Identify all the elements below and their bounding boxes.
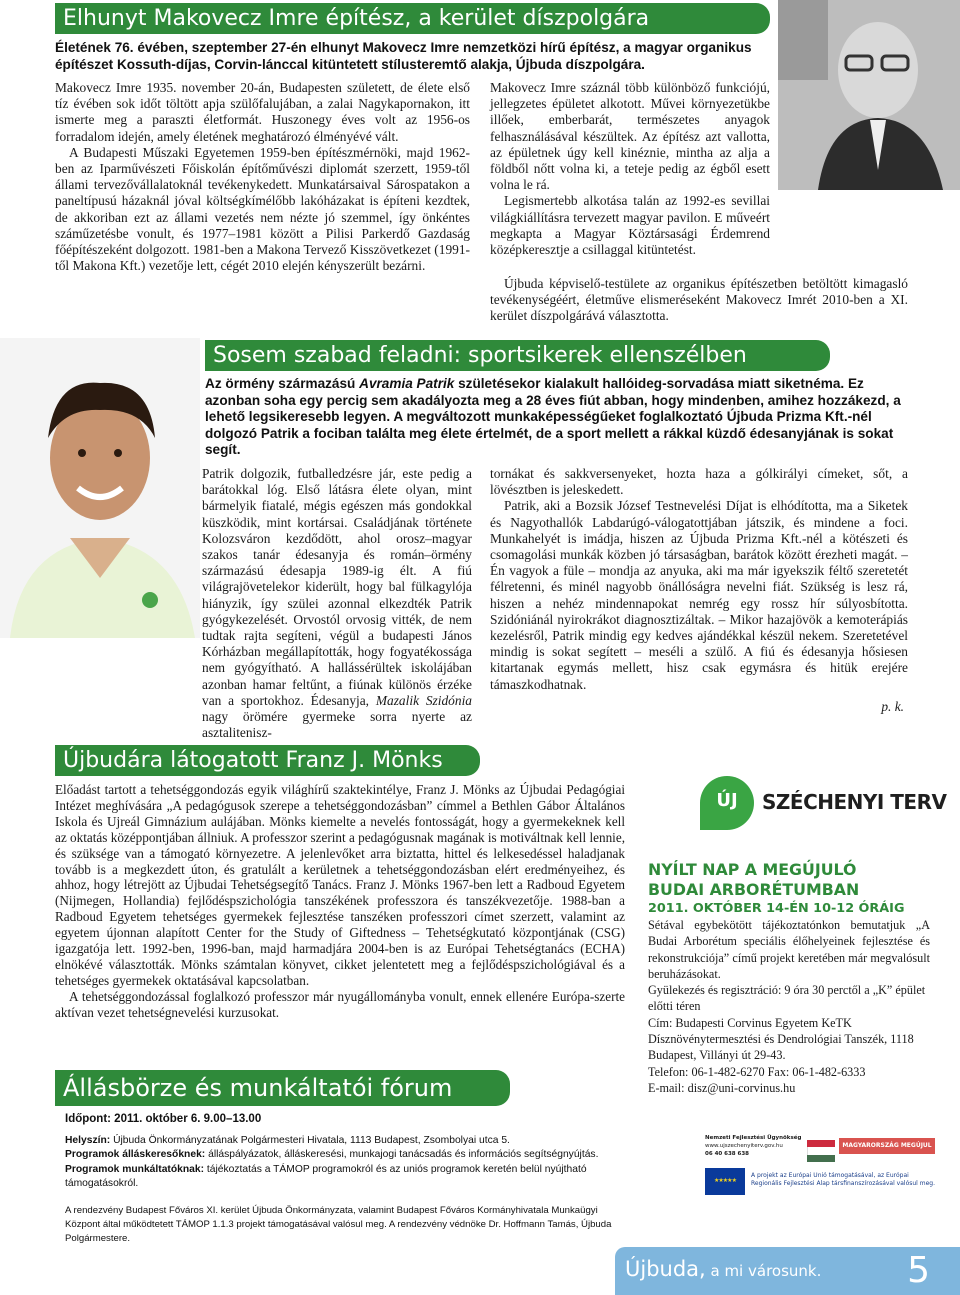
sport-paragraph <box>202 466 472 741</box>
nfu-url: www.ujszechenyiterv.gov.hu <box>705 1143 783 1149</box>
lead-sport-text: születésekor kialakult hallóideg-sorvadása miatt siketnéma. Ez azonban soha egy percig sem akadályozta meg a 28 éves fiút abban, hogy mindenben, amihez hozzákezd, a lehető legsikeresebb legyen. A megváltozott munkaképességűeket foglalkoztató Újbuda Prizma Kft.-nél dolgozó Patrik a fociban találta meg élete értelmét, de a sport mellett a rákkal küzdő édesanyjának is sokat segít. <box>205 376 901 457</box>
headline-bar-sport <box>205 340 830 371</box>
headline-bar-jobfair <box>55 1070 510 1106</box>
monks-paragraph: A tehetséggondozással foglalkozó professzor már nyugállományba vonult, ennek ellenére Európa-szerte aktívan vezet tehetségnevelési kurzusokat. <box>55 988 625 1020</box>
obituary-paragraph: Legismertebb alkotása talán az 1992-es sevillai világkiállításra tervezett magyar pavilon. E műveért megkapta a Magyar Köztársasági Érdemrend középkeresztje a csillaggal kitüntetést. <box>490 193 770 258</box>
sport-paragraph: tornákat és sakkversenyeket, hozta haza a gólkirályi címeket, sőt, a lövésztben is jeleskedett. <box>490 466 908 498</box>
photo-makovecz <box>778 0 960 190</box>
sport-column-2 <box>490 466 908 715</box>
arboretum-paragraph: Cím: Budapesti Corvinus Egyetem KeTK Dísznövénytermesztési és Dendrológiai Tanszék, 1118 Budapest, Villányi út 29-43. <box>648 1015 914 1063</box>
obituary-column-2 <box>490 80 770 258</box>
jobfair-place <box>65 1134 625 1149</box>
obituary-paragraph: A Budapesti Műszaki Egyetemen 1959-ben építészmérnöki, majd 1962-ben az Iparművészeti Főiskolán építőművészi diplomát szerzett, 1959-től állami tervezővállalatoknál tevékenykedett. Munkatársaival Sárospatakon a paneltípusú házaknál jóval költségkímélőbb lakóházakat is építeni kezdtek, de akkoriban ezt az állami vezetés nem nézte jó szemmel, így önkéntes száműzetésbe vonult, és 1977–1981 között a Pilisi Parkerdő Gazdaság főépítészeként dolgozott. 1981-ben a Makona Tervező Kisszövetkezet (1991-től Makona Kft.) vezetője lett, cégét 2010 elején kényszerült bezárni. <box>55 144 470 274</box>
szechenyi-logo-text: SZÉCHENYI TERV <box>762 790 947 814</box>
headline-obituary: Elhunyt Makovecz Imre építész, a kerület díszpolgára <box>63 6 650 31</box>
arboretum-phone: Telefon: 06-1-482-6270 Fax: 06-1-482-6333 <box>648 1064 866 1079</box>
jobfair-seekers <box>65 1148 625 1163</box>
eu-flag-icon: ★★★★★ <box>705 1168 745 1195</box>
nfu-phone: 06 40 638 638 <box>705 1151 750 1157</box>
jobfair-details <box>65 1112 625 1246</box>
hu-badge: MAGYARORSZÁG MEGÚJUL <box>839 1138 935 1154</box>
obituary-paragraph: Makovecz Imre 1935. november 20-án, Budapesten született, de élete első tíz évében sok időt töltött apja szülőfalujában, a zalai Nagykapornakon, itt ismerte meg a paraszti életformát. Huszonegy éves volt az 1956-os forradalom idején, amely életének meghatározó élményévé vált. <box>55 80 470 144</box>
nfu-logo-block <box>705 1134 940 1164</box>
headline-monks: Újbudára látogatott Franz J. Mönks <box>63 748 443 773</box>
lead-sport <box>205 376 910 459</box>
sport-paragraph: Patrik, aki a Bozsik József Testnevelési Díjat is elhódította, ma a Siketek és Nagyothallók Labdarúgó-válogatottjában játszik, és mindene a foci. Munkahelyét is imádja, hiszen az Újbuda Prizma Kft.-nél a kötészeti és csomagolási munkák közben jó társaságban, barátok között érezheti magát. – Én vagyok a füle – mondja az anyuka, aki ma már igyekszik féltő szeretetét félretenni, és minél nagyobb önállóságra nevelni fiát. Szükség is lesz rá, hiszen a nehéz mindennapokat nemrég egy rossz hír súlyosbította. Szidóniánál nyirokrákot diagnosztizáltak. – Mikor hazajövök a kemoterápiás kezelésről, Patrik mindig egy kedves ajándékkal készül nekem. Szeretetével mindig is sokat segített – meséli a szülő. A fiú és édesanyja hősiesen kitartanak egymás mellett, hisz csak egymásra és hitük erejére támaszkodhatnak. <box>490 498 908 692</box>
eu-block <box>705 1168 940 1198</box>
page-number: 5 <box>907 1250 930 1291</box>
arboretum-paragraph: Sétával egybekötött tájékoztatónkon bemutatjuk „A Budai Arborétum speciális élőhelyeinek fejlesztése és rekonstrukciója” című projekt keretében már megvalósult beruházásokat. <box>648 918 930 981</box>
jobfair-employers-label: Programok munkáltatóknak: <box>65 1163 205 1175</box>
monks-paragraph: Előadást tartott a tehetséggondozás egyik világhírű szaktekintélye, Franz J. Mönks az Újbudai Pedagógiai Intézet meghívására „A pedagógusok szerepe a tehetséggondozásban” címmel a Bethlen Gábor Általános Iskola és Ujreál Gimnázium aulájában. Mönks kiemelte a nevelés fontosságát, hogy a gyermekeknek kell az oktatás középpontjában állniuk. A professzor szerint a pedagógusnak magának is motiváltnak kell lennie, és szüksége van a támogató környezetre. A jelenlevőket arra biztatta, hittel és lelkesedéssel haladjanak tovább is a megkezdett úton, és gratulált a kerületnek a tehetséggondozásban elért eredményeihez, és ahhoz, hogy létrejött az Újbudai Tehetségsegítő Tanács. Franz J. Mönks 1967-ben lett a Radboud Egyetem (Nijmegen, Hollandia) fejlődéspszichológia tanszékének professzora és tanszékvezetője. 1988-ban a Radboud Egyetem tehetséges gyermekek fejlesztése tanszéken professzori címet szerzett, valamint az egyetem újonnan alapított Center for the Study of Giftedness – Tehetségkutató központjának (CSG) igazgatója lett. 1992-ben, 1996-ban, majd harmadjára 2004-ben is az Európai Tehetségtanács (ECHA) elnökévé választották. Mönks számtalan könyvet, cikket jelentetett meg a fejlődéspszichológiával és a tehetséges gyermekek oktatásával kapcsolatban. <box>55 782 625 988</box>
arboretum-paragraph: Gyülekezés és regisztráció: 9 óra 30 perctől a „K” épület előtti téren <box>648 983 926 1014</box>
sport-signature: p. k. <box>881 698 904 714</box>
sport-column-1-top <box>202 466 472 741</box>
arboretum-text <box>640 917 930 1096</box>
headline-jobfair: Állásbörze és munkáltatói fórum <box>63 1074 453 1102</box>
footer-brand: Újbuda, <box>625 1257 706 1281</box>
obituary-paragraph: Makovecz Imre száznál több különböző funkciójú, jellegzetes épületet alkotott. Művei környezetükbe illőek, emberbarát, természetes anyagok felhasználásával készültek. Az építész azt vallotta, az épületnek úgy kell kinéznie, mintha az alja a földből nőtt volna ki, a teteje pedig az égből esett volna le rá. <box>490 80 770 193</box>
monks-body <box>55 782 625 1021</box>
obituary-closing-paragraph <box>490 276 908 325</box>
lead-sport-text: Az örmény származású <box>205 376 360 391</box>
arboretum-title-2: BUDAI ARBORÉTUMBAN <box>648 880 860 899</box>
footer-slogan <box>625 1257 821 1281</box>
lead-sport-name: Avramia Patrik <box>359 376 455 391</box>
arboretum-date: 2011. OKTÓBER 14-ÉN 10-12 ÓRÁIG <box>648 901 905 916</box>
jobfair-time: Időpont: 2011. október 6. 9.00–13.00 <box>65 1113 262 1125</box>
sport-text: nagy örömére gyermeke sorra nyerte az asztalitenisz- <box>202 709 472 741</box>
arboretum-title-1: NYÍLT NAP A MEGÚJULÓ <box>648 860 857 879</box>
lead-obituary: Életének 76. évében, szeptember 27-én elhunyt Makovecz Imre nemzetközi hírű építész, a magyar organikus építészet Kossuth-díjas, Corvin-lánccal kitüntetett stílusteremtő alakja, Újbuda díszpolgára. <box>55 40 752 72</box>
jobfair-place-text: Újbuda Önkormányzatának Polgármesteri Hivatala, 1113 Budapest, Zsombolyai utca 5. <box>110 1134 510 1146</box>
szechenyi-logo <box>700 776 947 832</box>
photo-patrik <box>0 338 200 638</box>
footer-slogan-text: a mi városunk. <box>705 1262 822 1280</box>
headline-bar-monks <box>55 745 480 776</box>
eu-text: A projekt az Európai Unió támogatásával, az Európai Regionális Fejlesztési Alap társfinanszírozásával valósul meg. <box>751 1172 935 1187</box>
sport-text: Patrik dolgozik, futballedzésre jár, este pedig a barátokkal lóg. Első látásra élete olyan, mint bármelyik fiatalé, mégis egészen más gondokkal küszködik, mint kortársai. Családjának története Kolozsváron kezdődött, ahol orosz–magyar szakos tanár édesanyja és román–örmény származású édesapja 1989-ig élt. A fiú világrajövetelekor kiderült, hogy bal fülkagylója hiányzik, így szülei azonnal elkezdték Patrik gyógykezelését. Orvostól orvosig vitték, de nem tudtak rajta segíteni, végül a budapesti János Kórházban megállapították, hogy fogyatékossága nem gyógyítható. A hallássérültek iskolájában azonban hamar feltűnt, a fiúnak különös érzéke van a sportokhoz. Édesanyja, <box>202 466 472 708</box>
szechenyi-logo-uj: ÚJ <box>716 790 738 811</box>
headline-sport: Sosem szabad feladni: sportsikerek ellenszélben <box>213 343 747 368</box>
jobfair-employers <box>65 1163 625 1192</box>
jobfair-place-label: Helyszín: <box>65 1134 111 1146</box>
arboretum-email: E-mail: disz@uni-corvinus.hu <box>648 1080 796 1095</box>
jobfair-seekers-text: álláspályázatok, álláskeresési, munkajogi tanácsadás és információs segítségnyújtás. <box>205 1149 599 1160</box>
hungary-flag-icon <box>807 1140 835 1162</box>
obituary-column-1 <box>55 80 470 274</box>
jobfair-seekers-label: Programok álláskeresőknek: <box>65 1149 206 1160</box>
arboretum-box <box>640 860 940 1145</box>
jobfair-employers-text: tájékoztatás a TÁMOP programokról és az uniós programok keretén belül nyújtható támogatásokról. <box>65 1163 587 1189</box>
jobfair-organizers: A rendezvény Budapest Főváros XI. kerület Újbuda Önkormányzata, valamint Budapest Főváros Kormányhivatala Munkaügyi Központ által működtetett TÁMOP 1.1.3 projekt támogatásával valósul meg. A rendezvény védnöke Dr. Hoffmann Tamás, Újbuda Polgármestere. <box>65 1204 612 1244</box>
obituary-paragraph: Újbuda képviselő-testülete az organikus építészetben betöltött kimagasló tevékenységéért, életműve elismeréseként Makovecz Imrét 2010-ben a XI. kerület díszpolgárává választotta. <box>490 276 908 324</box>
sport-mother-name: Mazalik Szidónia <box>375 692 472 708</box>
nfu-name: Nemzeti Fejlesztési Ügynökség <box>705 1135 802 1141</box>
footer-bar <box>615 1247 960 1295</box>
headline-bar-obituary <box>55 3 770 34</box>
